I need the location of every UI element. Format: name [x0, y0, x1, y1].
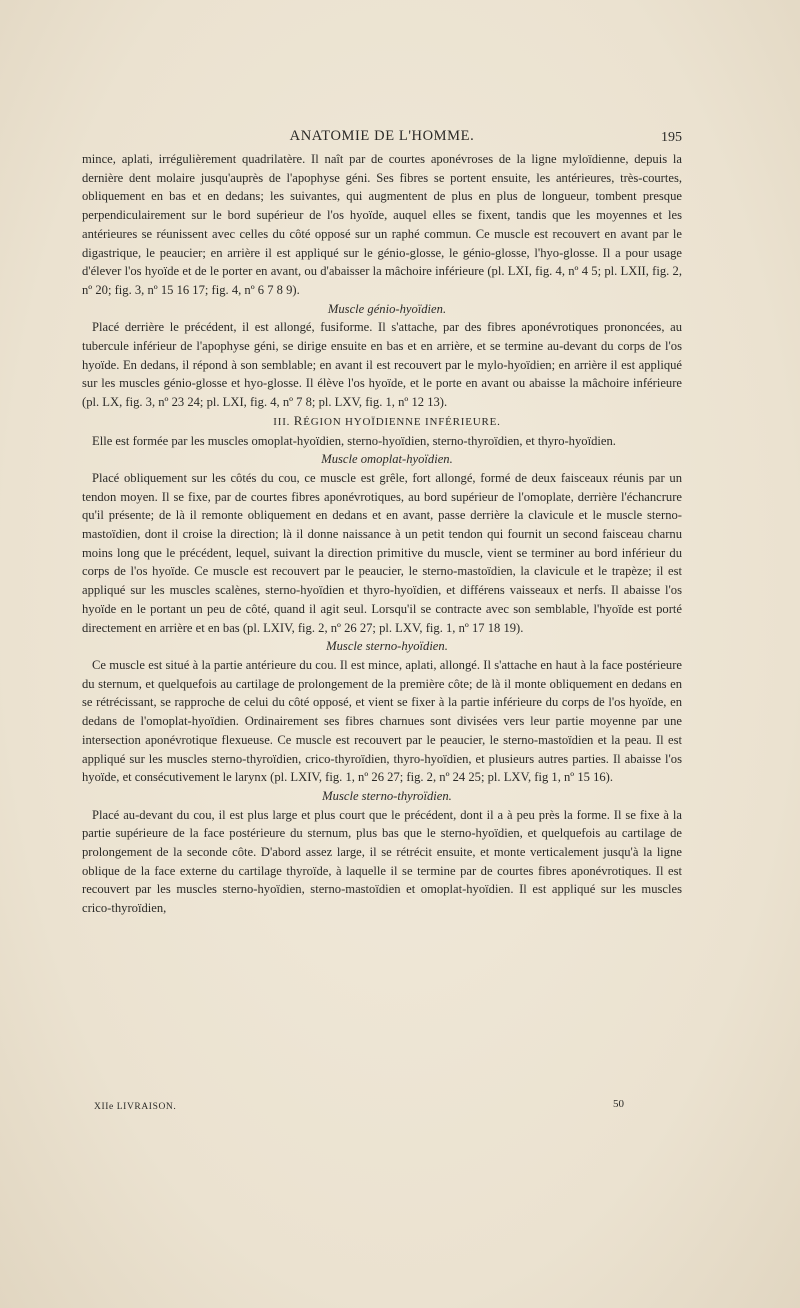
running-title: ANATOMIE DE L'HOMME. — [289, 128, 475, 144]
paragraph-mylo-hyoidien-end: mince, aplati, irrégulièrement quadrilatère. Il naît par de courtes aponévroses de la ligne myloïdienne, depuis la dernière dent molaire jusqu'auprès de l'apophyse géni. Ses fibres se portent ensuite, les antérieures, très-courtes, obliquement en bas et en dedans; les suivantes, qui augmentent de plus en plus de longueur, tombent presque perpendiculairement sur le bord supérieur de l'os hyoïde, auquel elles se fixent, tandis que les moyennes et les antérieures se réunissent avec celles du côté opposé sur un raphé commun. Ce muscle est recouvert en avant par le digastrique, le peaucier; en arrière il est appliqué sur le génio-glosse, le génio-glosse, l'hyo-glosse. Il a pour usage d'élever l'os hyoïde et de le porter en avant, ou d'abaisser la mâchoire inférieure (pl. LXI, fig. 4, nº 4 5; pl. LXII, fig. 2, nº 20; fig. 3, nº 15 16 17; fig. 4, nº 6 7 8 9). — [82, 152, 682, 297]
section-initial: R — [293, 412, 304, 428]
paragraph-region-intro: Elle est formée par les muscles omoplat-hyoïdien, sterno-hyoïdien, sterno-thyroïdien, et thyro-hyoïdien. — [92, 433, 616, 448]
heading-omoplat-hyoidien: Muscle omoplat-hyoïdien. — [321, 452, 453, 467]
body-text — [82, 150, 682, 918]
heading-genio-hyoidien: Muscle génio-hyoïdien. — [327, 301, 447, 316]
heading-sterno-thyroidien: Muscle sterno-thyroïdien. — [322, 788, 452, 803]
paragraph-sterno-hyoidien: Ce muscle est situé à la partie antérieure du cou. Il est mince, aplati, allongé. Il s'attache en haut à la face postérieure du sternum, et quelquefois au cartilage de prolongement de la première côte; de là il monte obliquement en dedans en se rétrécissant, se rapproche de celui du côté opposé, et vient se fixer à la partie inférieure du corps de l'os hyoïde, en dedans de l'omoplat-hyoïdien. Ordinairement ses fibres charnues sont divisées vers leur partie moyenne par une intersection aponévrotique flexueuse. Ce muscle est recouvert par le peaucier, le sterno-mastoïdien et la peau. Il est appliqué sur les muscles sterno-thyroïdien, crico-thyroïdien, thyro-hyoïdien, et plusieurs autres parties. Il abaisse l'os hyoïde, et consécutivement le larynx (pl. LXIV, fig. 1, nº 26 27; fig. 2, nº 24 25; pl. LXV, fig 1, nº 15 16). — [82, 657, 682, 785]
heading-sterno-hyoidien: Muscle sterno-hyoïdien. — [326, 639, 448, 654]
page-header — [82, 128, 682, 148]
paragraph-omoplat-hyoidien: Placé obliquement sur les côtés du cou, ce muscle est grêle, fort allongé, formé de deux faisceaux réunis par un tendon moyen. Il se fixe, par de courtes fibres aponévrotiques, au bord supérieur de l'omoplate, derrière l'échancrure qu'il présente; de là il remonte obliquement en dedans et en avant, passe derrière la clavicule et le muscle sterno-mastoïdien, dont il croise la direction; là il donne naissance à un petit tendon qui fournit un second faisceau charnu moins long que le précédent, lequel, suivant la direction primitive du muscle, vient se terminer au bord inférieur du corps de l'os hyoïde. Ce muscle est recouvert par le peaucier, le sterno-mastoïdien, la clavicule et le trapèze; il est appliqué sur les muscles scalènes, sterno-hyoïdien et thyro-hyoïdien, et différens vaisseaux et nerfs. Il abaisse l'os hyoïde en le portant un peu de côté, quand il agit seul. Lorsqu'il se contracte avec son semblable, l'hyoïde est porté directement en arrière et en bas (pl. LXIV, fig. 2, nº 26 27; pl. LXV, fig. 1, nº 17 18 19). — [82, 470, 682, 635]
page-number: 195 — [661, 130, 682, 145]
printer-signature: XIIe LIVRAISON. — [94, 1102, 177, 1112]
section-heading-region-hyoidienne-inferieure — [82, 412, 682, 432]
paragraph-genio-hyoidien: Placé derrière le précédent, il est allongé, fusiforme. Il s'attache, par des fibres aponévrotiques prononcées, au tubercule inférieur de l'apophyse géni, se dirige ensuite en bas et en arrière, et se termine au-devant du corps de l'os hyoïde. En dedans, il répond à son semblable; en avant il est recouvert par le mylo-hyoïdien; en arrière il est appliqué sur les muscles génio-glosse et hyo-glosse. Il élève l'os hyoïde, et le porte en avant ou abaisse la mâchoire inférieure (pl. LX, fig. 3, nº 23 24; pl. LXI, fig. 4, nº 7 8; pl. LXV, fig. 1, nº 12 13). — [82, 320, 682, 410]
section-title-rest: ÉGION HYOÏDIENNE INFÉRIEURE. — [303, 415, 501, 428]
page-footer — [94, 1098, 624, 1120]
section-number: III. — [273, 415, 294, 428]
sheet-number: 50 — [613, 1098, 624, 1110]
paragraph-sterno-thyroidien: Placé au-devant du cou, il est plus large et plus court que le précédent, dont il a à peu près la forme. Il se fixe à la partie supérieure de la face postérieure du sternum, plus bas que le sterno-hyoïdien, et quelquefois au cartilage de prolongement de la seconde côte. D'abord assez large, il se rétrécit ensuite, et monte verticalement jusqu'à la ligne oblique de la face externe du cartilage thyroïde, à laquelle il se termine par de courtes fibres aponévrotiques. Il est recouvert par les muscles sterno-hyoïdien, sterno-mastoïdien et omoplat-hyoïdien. Il est appliqué sur les muscles crico-thyroïdien, — [82, 807, 682, 916]
